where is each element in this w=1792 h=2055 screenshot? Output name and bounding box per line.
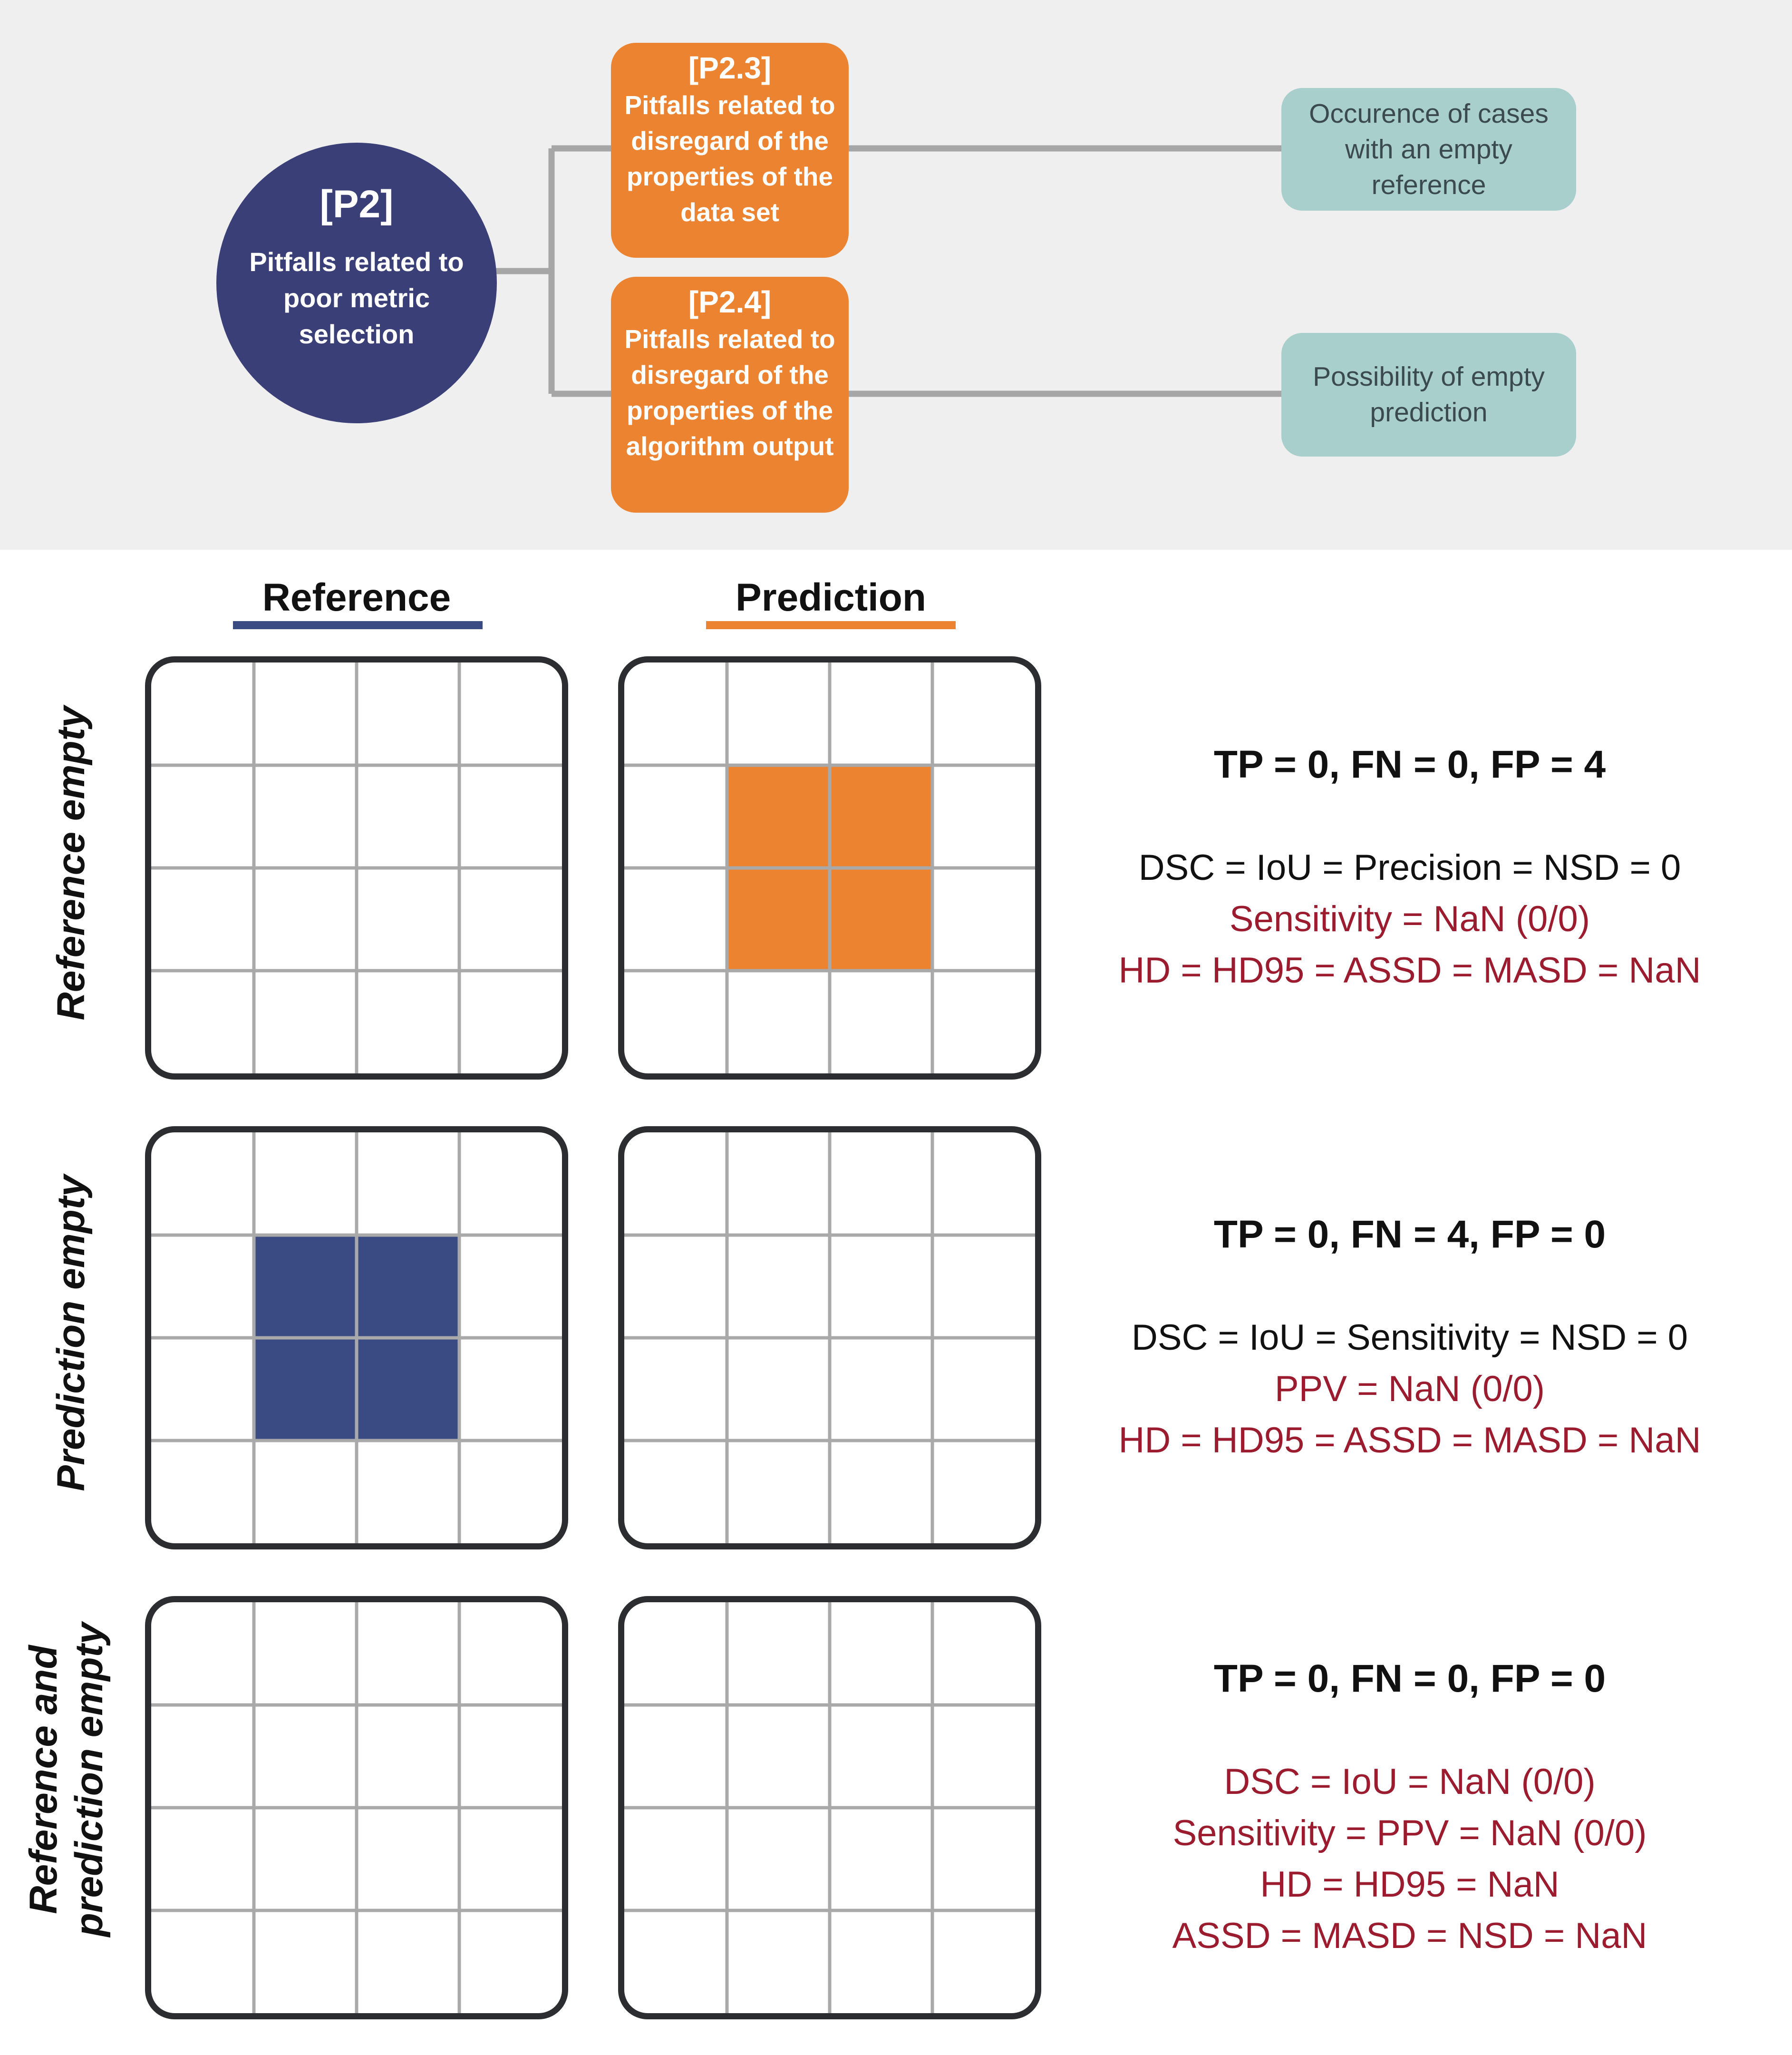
column-underline-reference: [233, 621, 483, 629]
confusion-counts: TP = 0, FN = 0, FP = 4: [1213, 743, 1606, 786]
prediction-grid-row-1: [618, 656, 1041, 1080]
metric-line-zero: DSC = IoU = Sensitivity = NSD = 0: [1131, 1317, 1688, 1358]
prediction-grid-row-3: [618, 1596, 1041, 2019]
metric-line-nan: HD = HD95 = NaN: [1260, 1864, 1560, 1905]
pitfall-node-p2-3: [611, 43, 849, 258]
pitfall-code: [P2.4]: [688, 285, 772, 319]
reference-grid-row-2: [145, 1126, 568, 1549]
prediction-grid-svg: [624, 662, 1035, 1073]
metric-line-nan: DSC = IoU = NaN (0/0): [1224, 1762, 1596, 1802]
row-label-both-empty: [21, 1604, 112, 1956]
reference-grid-svg: [151, 1132, 562, 1543]
reference-grid-row-1: [145, 656, 568, 1080]
column-underline-prediction: [706, 621, 956, 629]
row-label-reference-empty: Reference empty: [49, 706, 93, 1021]
leaf-node-empty-reference: [1281, 88, 1576, 211]
reference-grid-svg: [151, 662, 562, 1073]
column-header-reference: Reference: [262, 576, 451, 619]
prediction-grid-svg: [624, 1132, 1035, 1543]
prediction-grid-row-2: [618, 1126, 1041, 1549]
metric-line-zero: DSC = IoU = Precision = NSD = 0: [1138, 847, 1681, 888]
pitfall-text: Pitfalls related to disregard of the properties of the algorithm output: [624, 324, 835, 461]
reference-grid-svg: [151, 1602, 562, 2013]
metrics-block-row-3: [1070, 1653, 1750, 1962]
pitfall-root-code: [P2]: [320, 183, 394, 226]
pitfall-root-node: [216, 143, 497, 423]
metrics-block-row-1: [1070, 739, 1750, 996]
pitfall-text: Pitfalls related to disregard of the properties of the data set: [624, 90, 835, 227]
row-label-line: Reference and: [22, 1645, 65, 1914]
metric-line-nan: PPV = NaN (0/0): [1274, 1369, 1545, 1409]
prediction-grid-svg: [624, 1602, 1035, 2013]
confusion-counts: TP = 0, FN = 4, FP = 0: [1213, 1213, 1606, 1256]
metric-line-nan: HD = HD95 = ASSD = MASD = NaN: [1118, 1420, 1701, 1461]
metrics-block-row-2: [1070, 1208, 1750, 1466]
pitfall-node-p2-4: [611, 277, 849, 513]
column-header-prediction: Prediction: [736, 576, 926, 619]
leaf-text: Possibility of empty prediction: [1313, 361, 1545, 428]
leaf-node-empty-prediction: [1281, 333, 1576, 457]
pitfall-code: [P2.3]: [688, 51, 772, 85]
leaf-text: Occurence of cases with an empty reference: [1309, 98, 1549, 200]
row-label-prediction-empty: Prediction empty: [49, 1175, 93, 1491]
metric-line-nan: ASSD = MASD = NSD = NaN: [1172, 1916, 1647, 1956]
row-label-line: prediction empty: [68, 1622, 111, 1937]
pitfall-root-text: Pitfalls related to poor metric selection: [249, 247, 464, 349]
metric-line-nan: Sensitivity = PPV = NaN (0/0): [1172, 1813, 1647, 1853]
reference-grid-row-3: [145, 1596, 568, 2019]
confusion-counts: TP = 0, FN = 0, FP = 0: [1213, 1657, 1606, 1700]
metric-line-nan: HD = HD95 = ASSD = MASD = NaN: [1118, 950, 1701, 991]
metric-line-nan: Sensitivity = NaN (0/0): [1229, 899, 1590, 939]
